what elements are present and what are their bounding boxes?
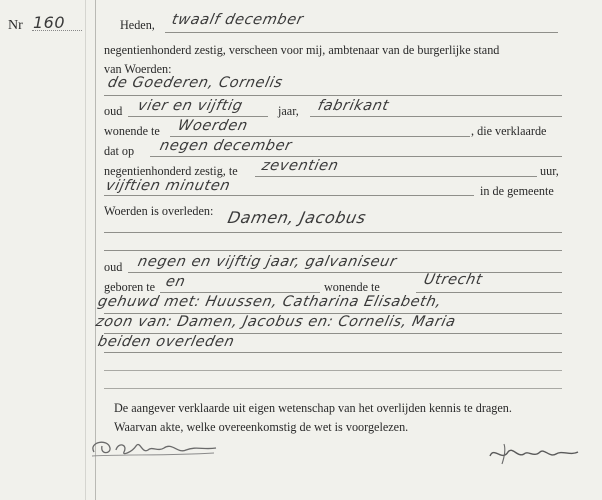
declarant-name: de Goederen, Cornelis [106, 75, 285, 91]
deceased-name: Damen, Jacobus [225, 208, 369, 227]
declarant-residence: Woerden [176, 118, 250, 134]
blank-line-3 [104, 370, 562, 371]
hour-line [255, 176, 537, 177]
deceased-residence: Utrecht [422, 272, 484, 288]
dat-op-label: dat op [104, 144, 135, 158]
declarant-occupation: fabrikant [316, 98, 391, 114]
birthplace: en [164, 274, 188, 290]
number-dotted-line [32, 30, 82, 31]
birthplace-line [160, 292, 320, 293]
geboren-te-label: geboren te [104, 280, 156, 294]
deceased-line [104, 232, 562, 233]
heden-label: Heden, [120, 18, 155, 32]
die-verklaarde-label: , die verklaarde [471, 124, 547, 138]
jaar-label: jaar, [278, 104, 299, 118]
certificate-number: 160 [33, 13, 66, 32]
blank-line-2 [104, 352, 562, 353]
number-label: Nr [8, 18, 23, 33]
date-line [165, 32, 558, 33]
parents-line-2: beiden overleden [96, 334, 236, 350]
oud-label-2: oud [104, 260, 123, 274]
age-line [128, 116, 268, 117]
intro-line: negentienhonderd zestig, verscheen voor mij, ambtenaar van de burgerlijke stand [104, 43, 500, 57]
occupation-line [310, 116, 562, 117]
declarant-signature [86, 432, 226, 462]
overleden-label: Woerden is overleden: [104, 204, 214, 218]
deceased-residence-line [416, 292, 562, 293]
death-date-line [150, 156, 562, 157]
parents-line: zoon van: Damen, Jacobus en: Cornelis, Maria [94, 314, 458, 330]
closing-akte: Waarvan akte, welke overeenkomstig de wet is voorgelezen. [114, 420, 409, 434]
death-date: negen december [158, 138, 294, 154]
registrar-signature [484, 436, 584, 468]
margin-rule [95, 0, 96, 500]
year-place-label: negentienhonderd zestig, te [104, 164, 238, 178]
deceased-age-occupation: negen en vijftig jaar, galvaniseur [136, 254, 399, 270]
death-minutes: vijftien minuten [104, 178, 232, 194]
wonende-te-label-2: wonende te [324, 280, 380, 294]
declarant-age: vier en vijftig [136, 98, 245, 114]
blank-line-1 [104, 250, 562, 251]
wonende-te-label: wonende te [104, 124, 160, 138]
death-hour: zeventien [260, 158, 341, 174]
deceased-age-line [128, 272, 562, 273]
oud-label: oud [104, 104, 123, 118]
blank-line-4 [104, 388, 562, 389]
declarant-line [104, 95, 562, 96]
minutes-line [104, 195, 474, 196]
municipality-line: van Woerden: [104, 62, 172, 76]
in-de-gemeente-label: in de gemeente [480, 184, 554, 198]
margin-rule-outer [85, 0, 86, 500]
closing-statement: De aangever verklaarde uit eigen wetenschap van het overlijden kennis te dragen. [114, 401, 512, 415]
date-handwritten: twaalf december [170, 12, 305, 28]
spouse-line: gehuwd met: Huussen, Catharina Elisabeth, [96, 294, 444, 310]
uur-label: uur, [540, 164, 559, 178]
residence-line [170, 136, 470, 137]
